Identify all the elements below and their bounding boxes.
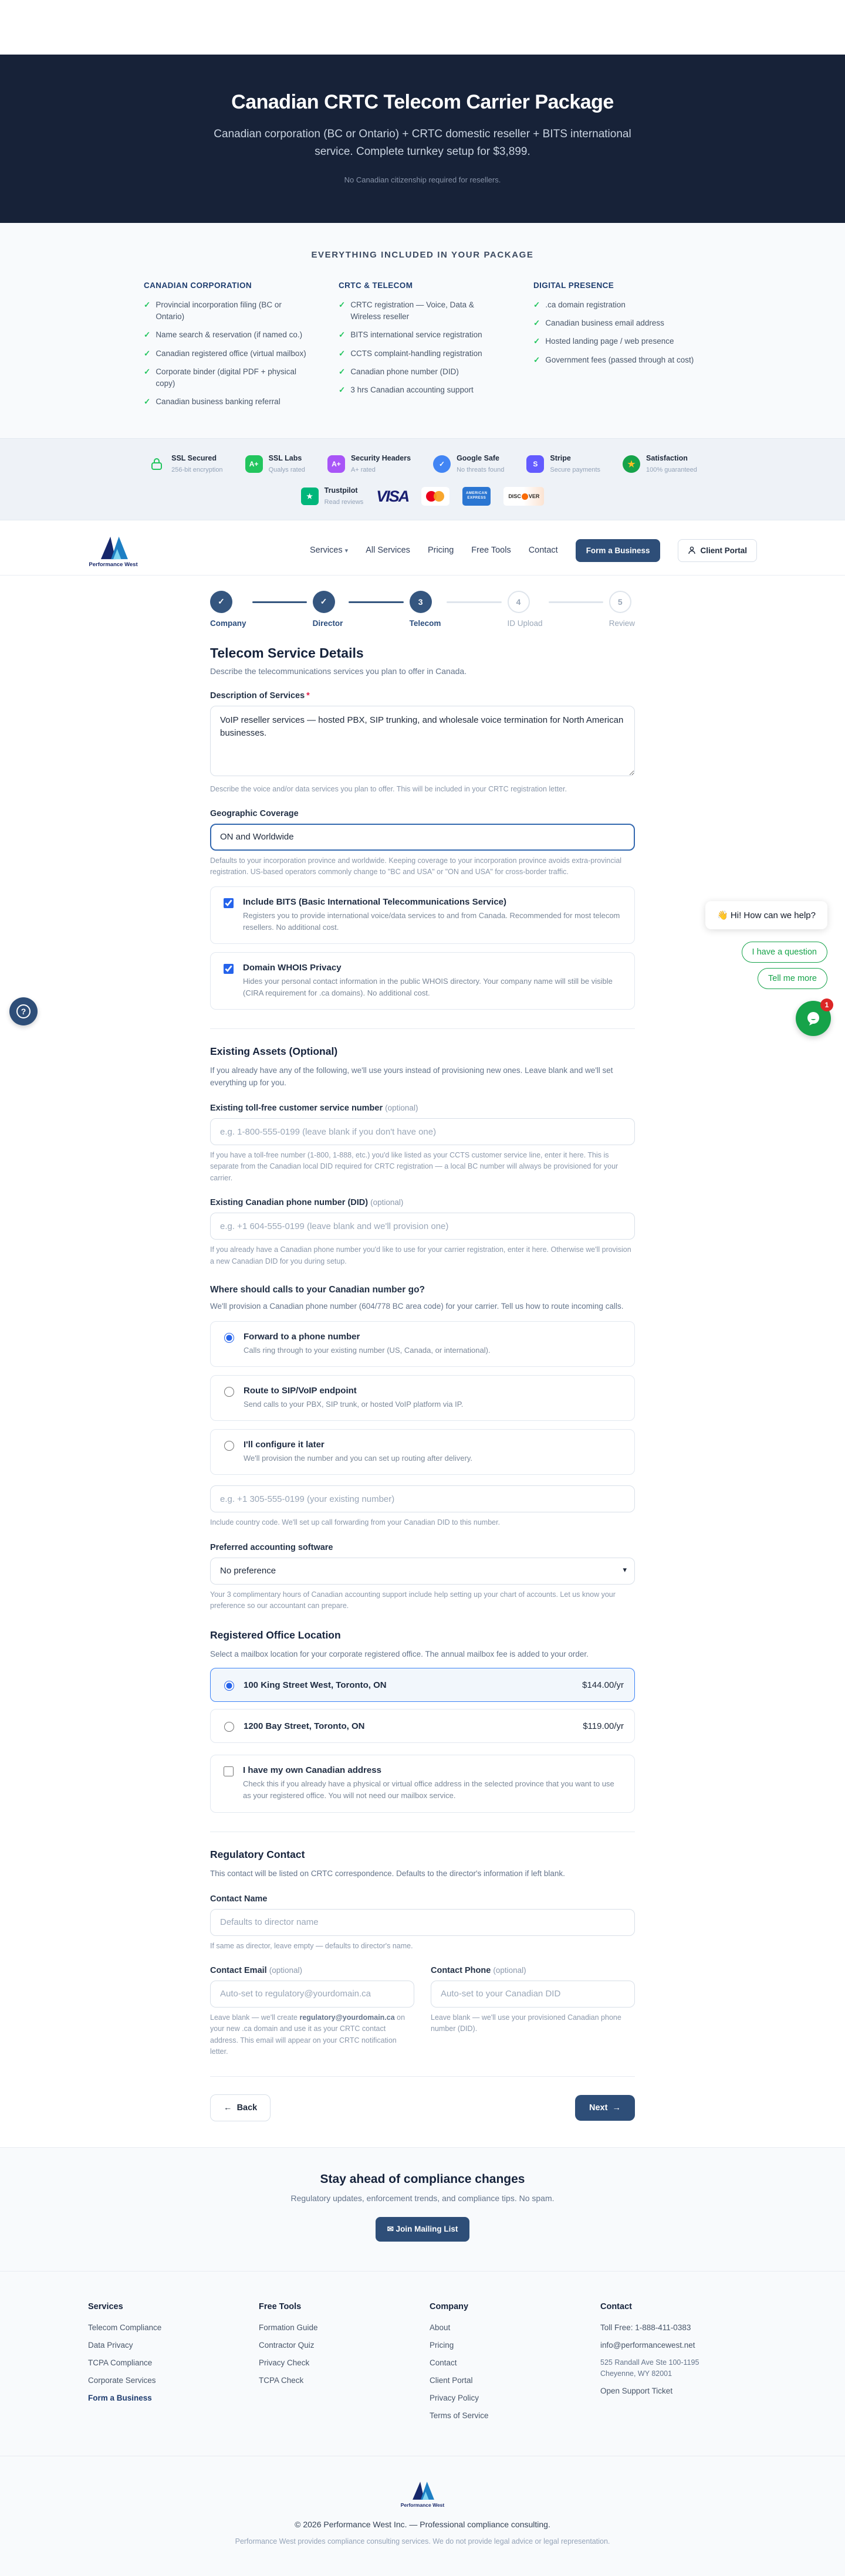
visa-logo: VISA [376,487,409,505]
brand-logo[interactable] [88,533,138,568]
whois-checkbox[interactable] [224,964,234,974]
regulatory-title: Regulatory Contact [210,1848,305,1860]
included-item: ✓ CCTS complaint-handling registration [339,348,506,360]
star-icon: ★ [623,455,640,473]
routing-radio-sip[interactable] [224,1387,234,1397]
divider [210,2076,635,2077]
office-option-bay[interactable]: 1200 Bay Street, Toronto, ON $119.00/yr [210,1709,635,1743]
form-a-business-button[interactable]: Form a Business [576,539,661,562]
footer-address-line1: 525 Randall Ave Ste 100-1195 [600,2358,699,2367]
footer-column-services: Services Telecom Compliance Data Privacy TCPA Compliance Corporate Services Form a Business [88,2302,245,2429]
step-label: Review [609,618,635,628]
included-item: ✓ Name search & reservation (if named co.) [144,329,312,341]
check-icon: ✓ [533,319,540,328]
forward-number-input[interactable] [210,1485,635,1512]
discover-logo: DISC VER [503,487,544,506]
included-column-corporation [144,281,312,415]
shield-check-icon: ✓ [433,455,451,473]
regulatory-desc: This contact will be listed on CRTC correspondence. Defaults to the director's information if left blank. [210,1868,565,1878]
tollfree-input[interactable] [210,1118,635,1145]
whois-option-card[interactable] [210,952,635,1010]
divider [210,1028,635,1029]
badge-security-headers: A+ Security Headers A+ rated [327,454,411,475]
mountain-logo-icon [96,533,130,560]
contact-phone-input[interactable] [431,1981,635,2008]
check-icon: ✓ [144,367,151,376]
step-circle-todo: 4 [508,591,530,613]
hero-title: Canadian CRTC Telecom Carrier Package [231,91,614,113]
description-help: Describe the voice and/or data services you plan to offer. This will be included in your CRTC registration letter. [210,784,567,793]
badge-stripe: S Stripe Secure payments [526,454,600,475]
chat-unread-badge: 1 [820,998,833,1011]
accounting-select-wrap [210,1558,635,1585]
step-review[interactable] [609,591,635,628]
footer-bottom [0,2456,845,2576]
accounting-help: Your 3 complimentary hours of Canadian accounting support include help setting up your chart of accounts. Let us know your preference so our accountant can prepare. [210,1590,616,1610]
footer [0,2271,845,2576]
check-icon: ✓ [144,348,151,358]
back-button[interactable]: ← Back [210,2094,271,2121]
footer-link-privacy-policy[interactable]: Privacy Policy [430,2394,479,2403]
coverage-input[interactable] [210,824,635,851]
footer-link-privacy-check[interactable]: Privacy Check [259,2358,310,2368]
progress-stepper [210,591,635,628]
discover-dot-icon [522,493,528,500]
did-input[interactable] [210,1213,635,1240]
bits-option-card[interactable] [210,886,635,944]
mountain-logo-icon [409,2479,436,2501]
badge-satisfaction: ★ Satisfaction 100% guaranteed [623,454,697,475]
step-circle-done: ✓ [313,591,335,613]
description-textarea[interactable] [210,706,635,776]
bits-label: Include BITS (Basic International Telecommunications Service) [243,896,507,907]
existing-assets-desc: If you already have any of the following, we'll use yours instead of provisioning new ones. Leave blank and we'll set everything up for you. [210,1066,613,1088]
contact-name-input[interactable] [210,1909,635,1936]
nav-item-contact[interactable]: Contact [528,546,558,556]
hero-note: No Canadian citizenship required for resellers. [344,175,501,184]
footer-column-company: Company About Pricing Contact Client Portal Privacy Policy Terms of Service [430,2302,586,2429]
brand-name: Performance West [400,2502,445,2509]
step-connector [549,601,603,603]
footer-link-telecom-compliance[interactable]: Telecom Compliance [88,2323,162,2333]
check-icon: ✓ [339,330,346,340]
join-mailing-list-button[interactable]: ✉ Join Mailing List [376,2217,470,2242]
included-item: ✓ .ca domain registration [533,299,701,311]
footer-link-contact[interactable]: Contact [430,2358,457,2368]
cta-title: Stay ahead of compliance changes [320,2172,525,2186]
form-actions [210,2094,635,2121]
office-option-king[interactable]: 100 King Street West, Toronto, ON $144.00/yr [210,1668,635,1702]
contact-phone-label: Contact Phone (optional) [431,1965,526,1975]
next-button[interactable]: Next → [575,2095,635,2121]
footer-link-pricing[interactable]: Pricing [430,2341,454,2350]
disclaimer: Performance West provides compliance consulting services. We do not provide legal advice or legal representation. [235,2537,610,2546]
footer-column-free-tools: Free Tools Formation Guide Contractor Quiz Privacy Check TCPA Check [259,2302,415,2429]
included-item: ✓ Hosted landing page / web presence [533,336,701,347]
step-connector [349,601,403,603]
footer-column-contact: Contact Toll Free: 1-888-411-0383 info@performancewest.net 525 Randall Ave Ste 100-1195 Cheyenne, WY 82001 Open Support Ticket [600,2302,757,2429]
contact-email-field [210,1955,414,2058]
included-item: ✓ Canadian registered office (virtual mailbox) [144,348,312,360]
included-item: ✓ Canadian phone number (DID) [339,366,506,378]
copyright: © 2026 Performance West Inc. — Professional compliance consulting. [295,2520,550,2530]
office-price: $119.00/yr [583,1721,624,1731]
included-item: ✓ 3 hrs Canadian accounting support [339,384,506,396]
stripe-icon: S [526,455,544,473]
footer-link-tcpa-compliance[interactable]: TCPA Compliance [88,2358,153,2368]
footer-link-client-portal[interactable]: Client Portal [430,2376,473,2385]
hero-subtitle: Canadian corporation (BC or Ontario) + CRTC domestic reseller + BITS international service. Complete turnkey setup for $3,899. [214,128,631,158]
telecom-form [210,576,635,2122]
step-director[interactable] [313,591,343,628]
check-icon: ✓ [339,367,346,376]
help-fab-button[interactable] [9,997,38,1025]
person-icon [688,546,696,554]
footer-address-line2: Cheyenne, WY 82001 [600,2369,672,2378]
own-address-checkbox[interactable] [224,1766,234,1776]
routing-desc: We'll provision a Canadian phone number (604/778 BC area code) for your carrier. Tell us how to route incoming calls. [210,1301,624,1311]
check-icon: ✓ [533,337,540,346]
step-telecom[interactable] [410,591,441,628]
trust-strip [0,438,845,520]
brand-name: Performance West [89,561,138,568]
amex-logo: AMERICAN EXPRESS [462,487,491,506]
badge-ssl-secured: SSL Secured 256-bit encryption [148,454,222,475]
required-asterisk: * [306,690,310,700]
page-subtitle: Describe the telecommunications services you plan to offer in Canada. [210,666,467,676]
included-item: ✓ Corporate binder (digital PDF + physical copy) [144,366,312,390]
nav-links [310,539,757,562]
step-circle-done: ✓ [210,591,232,613]
check-icon: ✓ [339,300,346,309]
footer-link-about[interactable]: About [430,2323,451,2333]
included-item: ✓ Provincial incorporation filing (BC or Ontario) [144,299,312,323]
description-label: Description of Services * [210,690,310,700]
badge-ssl-labs: A+ SSL Labs Qualys rated [245,454,305,475]
contact-phone-field [431,1955,635,2058]
footer-tollfree[interactable]: Toll Free: 1-888-411-0383 [600,2323,691,2333]
included-heading: EVERYTHING INCLUDED IN YOUR PACKAGE [311,249,534,260]
did-help: If you already have a Canadian phone number you'd like to use for your carrier registration, enter it here. Otherwise we'll provision a new Canadian DID for you during setup. [210,1245,631,1265]
hero-section [0,55,845,223]
padlock-icon [148,455,165,473]
contact-email-label: Contact Email (optional) [210,1965,302,1975]
step-company[interactable] [210,591,246,628]
office-desc: Select a mailbox location for your corporate registered office. The annual mailbox fee is added to your order. [210,1650,589,1659]
coverage-label: Geographic Coverage [210,808,299,818]
routing-option-sip[interactable]: Route to SIP/VoIP endpoint Send calls to your PBX, SIP trunk, or hosted VoIP platform via IP. [210,1375,635,1421]
footer-email[interactable]: info@performancewest.net [600,2341,695,2350]
question-mark-icon: ? [16,1004,31,1018]
column-title: DIGITAL PRESENCE [533,280,614,290]
contact-name-help: If same as director, leave empty — defaults to director's name. [210,1941,413,1950]
step-circle-todo: 5 [609,591,631,613]
step-connector [252,601,307,603]
included-grid [144,281,701,415]
contact-phone-help: Leave blank — we'll use your provisioned Canadian phone number (DID). [431,2013,621,2033]
contact-email-help: Leave blank — we'll create regulatory@yourdomain.ca on your new .ca domain and use it as your CRTC contact address. This email will appear on your CRTC notification letter. [210,2013,405,2056]
nav-item-services[interactable]: Services ▾ [310,546,349,556]
check-icon: ✓ [533,355,540,364]
included-item: ✓ Canadian business email address [533,317,701,329]
check-icon: ✓ [144,397,151,407]
mailing-list-section [0,2147,845,2271]
existing-assets-title: Existing Assets (Optional) [210,1045,338,1058]
nav-item-all-services[interactable]: All Services [366,546,410,556]
routing-radio-later[interactable] [224,1441,234,1451]
whois-label: Domain WHOIS Privacy [243,962,342,973]
included-column-digital [533,281,701,415]
step-circle-active: 3 [410,591,432,613]
bits-desc: Registers you to provide international voice/data services to and from Canada. Recommended for most telecom resellers. No additional cost. [243,910,620,932]
included-section [0,223,845,438]
badge-google-safe: ✓ Google Safe No threats found [433,454,504,475]
footer-support-ticket[interactable]: Open Support Ticket [600,2387,673,2396]
included-column-telecom [339,281,506,415]
did-label: Existing Canadian phone number (DID) (optional) [210,1198,404,1208]
check-icon: ✓ [144,330,151,340]
footer-link-form-a-business[interactable]: Form a Business [88,2394,152,2403]
check-icon: ✓ [533,300,540,309]
step-label: Director [312,618,343,628]
footer-link-terms[interactable]: Terms of Service [430,2411,489,2421]
badge-trustpilot[interactable]: ★ Trustpilot Read reviews [301,486,364,507]
included-item: ✓ BITS international service registration [339,329,506,341]
tollfree-help: If you have a toll-free number (1-800, 1-888, etc.) you'd like listed as your CCTS customer service line, enter it here. This is separate from the Canadian local DID required for CRTC registration — a local BC number will always be provisioned for your carrier. [210,1151,618,1182]
trust-badges-row [0,454,845,475]
page-title: Telecom Service Details [210,645,364,661]
payment-logos-row [0,486,845,507]
column-title: CANADIAN CORPORATION [144,280,252,290]
client-portal-button[interactable]: Client Portal [678,539,757,562]
footer-link-contractor-quiz[interactable]: Contractor Quiz [259,2341,315,2350]
chat-quick-reply-tell-me-more[interactable]: Tell me more [758,968,827,989]
contact-name-label: Contact Name [210,1894,268,1904]
included-item: ✓ CRTC registration — Voice, Data & Wireless reseller [339,299,506,323]
office-radio-bay[interactable] [224,1722,234,1732]
footer-link-tcpa-check[interactable]: TCPA Check [259,2376,304,2385]
nav-item-pricing[interactable]: Pricing [427,546,454,556]
step-label: Company [210,618,246,628]
chat-greeting-bubble[interactable]: 👋 Hi! How can we help? [705,901,827,929]
chevron-down-icon: ▾ [623,1565,627,1574]
column-title: CRTC & TELECOM [339,280,413,290]
tollfree-label: Existing toll-free customer service number (optional) [210,1103,418,1113]
a-plus-icon: A+ [245,455,263,473]
top-spacer [0,0,845,55]
cta-subtitle: Regulatory updates, enforcement trends, and compliance tips. No spam. [290,2194,555,2203]
chat-bubble-icon [805,1010,822,1027]
a-plus-icon: A+ [327,455,345,473]
step-label: Telecom [409,618,441,628]
chevron-down-icon: ▾ [344,547,349,555]
routing-option-later[interactable]: I'll configure it later We'll provision the number and you can set up routing after delivery. [210,1429,635,1475]
bits-checkbox[interactable] [224,898,234,908]
accounting-label: Preferred accounting software [210,1542,333,1552]
check-icon: ✓ [144,300,151,309]
navbar [0,520,845,576]
routing-option-forward[interactable]: Forward to a phone number Calls ring through to your existing number (US, Canada, or international). [210,1321,635,1367]
check-icon: ✓ [339,385,346,395]
footer-link-data-privacy[interactable]: Data Privacy [88,2341,133,2350]
whois-desc: Hides your personal contact information in the public WHOIS directory. Your company name will still be visible (CIRA requirement for .ca domains). No additional cost. [243,976,613,998]
routing-title: Where should calls to your Canadian number go? [210,1284,425,1295]
forward-number-help: Include country code. We'll set up call forwarding from your Canadian DID to this number. [210,1518,501,1527]
chat-quick-reply-question[interactable]: I have a question [742,942,827,963]
routing-radio-forward[interactable] [224,1333,234,1343]
office-price: $144.00/yr [582,1680,624,1690]
footer-link-formation-guide[interactable]: Formation Guide [259,2323,318,2333]
footer-link-corporate-services[interactable]: Corporate Services [88,2376,156,2385]
coverage-help: Defaults to your incorporation province and worldwide. Keeping coverage to your incorporation province avoids extra-provincial registration. US-based operators commonly change to "BC and USA" or "ON and USA" for cross-border traffic. [210,856,622,876]
chat-launcher-button[interactable] [796,1001,831,1036]
nav-item-free-tools[interactable]: Free Tools [471,546,511,556]
own-address-card[interactable]: I have my own Canadian address Check this if you already have a physical or virtual office address in the selected province that you want to use as your registered office. You will not need our mailbox service. [210,1755,635,1812]
contact-email-input[interactable] [210,1981,414,2008]
accounting-select[interactable] [210,1558,635,1585]
footer-logo [0,2479,845,2508]
included-item: ✓ Canadian business banking referral [144,396,312,408]
step-connector [447,601,501,603]
step-id-upload[interactable] [508,591,543,628]
office-title: Registered Office Location [210,1629,341,1641]
office-radio-king[interactable] [224,1681,234,1691]
mastercard-logo [421,487,449,506]
step-label: ID Upload [507,618,543,628]
check-icon: ✓ [339,348,346,358]
included-item: ✓ Government fees (passed through at cost) [533,354,701,366]
trustpilot-star-icon: ★ [301,488,319,505]
